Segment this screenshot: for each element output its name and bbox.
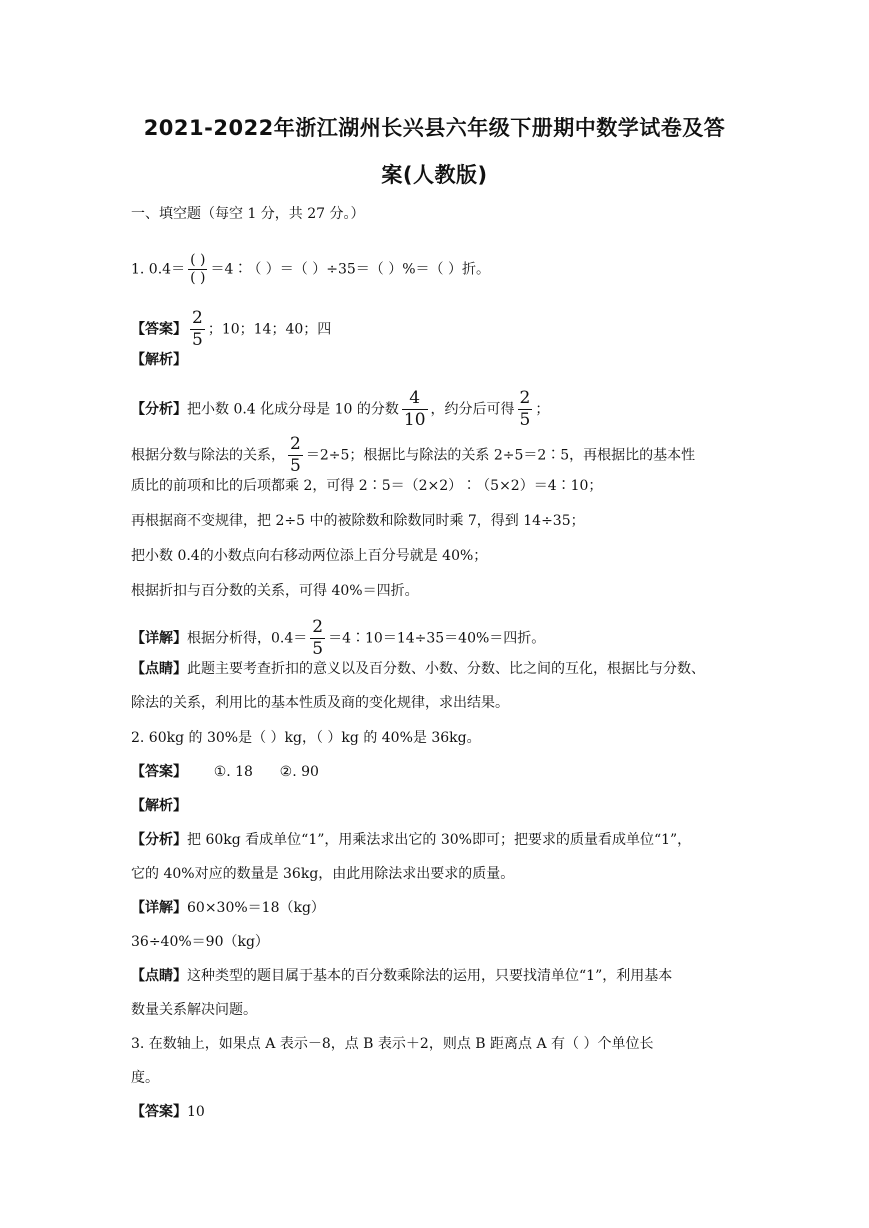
q1-fenxi-frac2-den: 5 xyxy=(519,410,531,430)
q1-xiangjie-frac-num: 2 xyxy=(312,617,324,637)
q1-xiangjie-text-a: 根据分析得，0.4＝ xyxy=(187,630,308,647)
q2-xiangjie-cont: 36÷40%＝90（kg） xyxy=(131,934,269,950)
q1-dianjing-cont: 除法的关系，利用比的基本性质及商的变化规律，求出结果。 xyxy=(131,695,509,711)
q1-fenxi-text-c: ； xyxy=(535,401,550,418)
q2-xiangjie-text-a: 60×30%＝18（kg） xyxy=(187,900,325,916)
q2-dianjing xyxy=(131,966,672,986)
q1-answer-label: 【答案】 xyxy=(131,321,187,338)
q1-answer-rest: ；10；14；40；四 xyxy=(207,321,332,338)
q1-prefix: 1. 0.4＝ xyxy=(131,261,186,278)
q1-ratio-line: 质比的前项和比的后项都乘 2，可得 2∶5＝（2×2）∶（5×2）＝4∶10； xyxy=(131,478,603,494)
q1-jiexi: 【解析】 xyxy=(131,352,187,368)
q1-xiangjie-text-b: ＝4∶10＝14÷35＝40%＝四折。 xyxy=(328,630,546,647)
q2-answer xyxy=(131,762,319,782)
q1-discount-line: 根据折扣与百分数的关系，可得 40%＝四折。 xyxy=(131,583,419,599)
q2-fenxi xyxy=(131,830,691,850)
q1-relation-frac-den: 5 xyxy=(290,456,301,476)
q2-dianjing-cont: 数量关系解决问题。 xyxy=(131,1002,257,1018)
q1-fenxi-label: 【分析】 xyxy=(131,401,187,418)
q1-dianjing-label: 【点睛】 xyxy=(131,661,187,677)
q3-question-cont: 度。 xyxy=(131,1070,159,1086)
q1-answer-denominator: 5 xyxy=(192,330,203,350)
q1-answer-numerator: 2 xyxy=(192,308,203,328)
q1-fenxi-fraction2 xyxy=(518,388,533,431)
q1-quotient-line: 再根据商不变规律，把 2÷5 中的被除数和除数同时乘 7，得到 14÷35； xyxy=(131,513,585,529)
q2-answer-label: 【答案】 xyxy=(131,764,187,780)
q1-fenxi-fraction1 xyxy=(402,388,428,431)
q1-answer-fraction xyxy=(190,308,205,351)
q1-dianjing-text-a: 此题主要考查折扣的意义以及百分数、小数、分数、比之间的互化，根据比与分数、 xyxy=(187,661,705,677)
doc-title-line2: 案(人教版) xyxy=(381,163,488,187)
q3-answer-label: 【答案】 xyxy=(131,1104,187,1120)
q1-rest: ＝4∶（ ）＝（ ）÷35＝（ ）%＝（ ）折。 xyxy=(210,261,491,278)
q1-percent-line: 把小数 0.4的小数点向右移动两位添上百分号就是 40%； xyxy=(131,548,488,564)
q2-fenxi-cont: 它的 40%对应的数量是 36kg，由此用除法求出要求的质量。 xyxy=(131,866,515,882)
q2-answer-rest: ①. 18 ②. 90 xyxy=(187,764,319,780)
q1-fenxi-frac1-den: 10 xyxy=(403,410,426,430)
q1-xiangjie xyxy=(131,617,545,660)
q1-blank-numerator: ( ) xyxy=(190,252,206,268)
section-heading: 一、填空题（每空 1 分，共 27 分。） xyxy=(131,206,365,222)
q2-xiangjie-label: 【详解】 xyxy=(131,900,187,916)
q1-relation-line xyxy=(131,434,695,477)
q3-question: 3. 在数轴上，如果点 A 表示－8，点 B 表示＋2，则点 B 距离点 A 有（ ）个单位长 xyxy=(131,1036,654,1052)
q2-dianjing-label: 【点睛】 xyxy=(131,968,187,984)
q2-dianjing-text-a: 这种类型的题目属于基本的百分数乘除法的运用，只要找清单位“1”，利用基本 xyxy=(187,968,673,984)
q1-answer xyxy=(131,308,331,351)
q1-fenxi-frac1-num: 4 xyxy=(402,388,428,410)
q1-relation-text-a: 根据分数与除法的关系， xyxy=(131,447,285,464)
q1-fenxi xyxy=(131,388,549,431)
q2-xiangjie xyxy=(131,898,325,918)
q2-jiexi: 【解析】 xyxy=(131,798,187,814)
q2-fenxi-text-a: 把 60kg 看成单位“1”，用乘法求出它的 30%即可；把要求的质量看成单位“1”， xyxy=(187,832,692,848)
q2-question: 2. 60kg 的 30%是（ ）kg，（ ）kg 的 40%是 36kg。 xyxy=(131,730,481,746)
q1-relation-frac-num: 2 xyxy=(290,434,301,454)
q1-blank-fraction xyxy=(188,252,207,287)
q1-relation-fraction xyxy=(288,434,303,477)
q1-xiangjie-fraction xyxy=(310,617,325,660)
q3-answer-rest: 10 xyxy=(187,1104,205,1120)
q1-dianjing xyxy=(131,659,705,679)
q2-fenxi-label: 【分析】 xyxy=(131,832,187,848)
q3-answer xyxy=(131,1102,205,1122)
q1-question xyxy=(131,252,490,287)
q1-blank-denominator: ( ) xyxy=(190,270,206,286)
q1-xiangjie-label: 【详解】 xyxy=(131,630,187,647)
q1-relation-text-b: ＝2÷5；根据比与除法的关系 2÷5＝2∶5，再根据比的基本性 xyxy=(305,447,696,464)
q1-fenxi-text-a: 把小数 0.4 化成分母是 10 的分数 xyxy=(187,401,399,418)
q1-fenxi-text-b: ，约分后可得 xyxy=(430,401,515,418)
q1-fenxi-frac2-num: 2 xyxy=(519,388,531,408)
doc-title-line1: 2021-2022年浙江湖州长兴县六年级下册期中数学试卷及答 xyxy=(143,116,726,140)
q1-xiangjie-frac-den: 5 xyxy=(312,639,324,659)
